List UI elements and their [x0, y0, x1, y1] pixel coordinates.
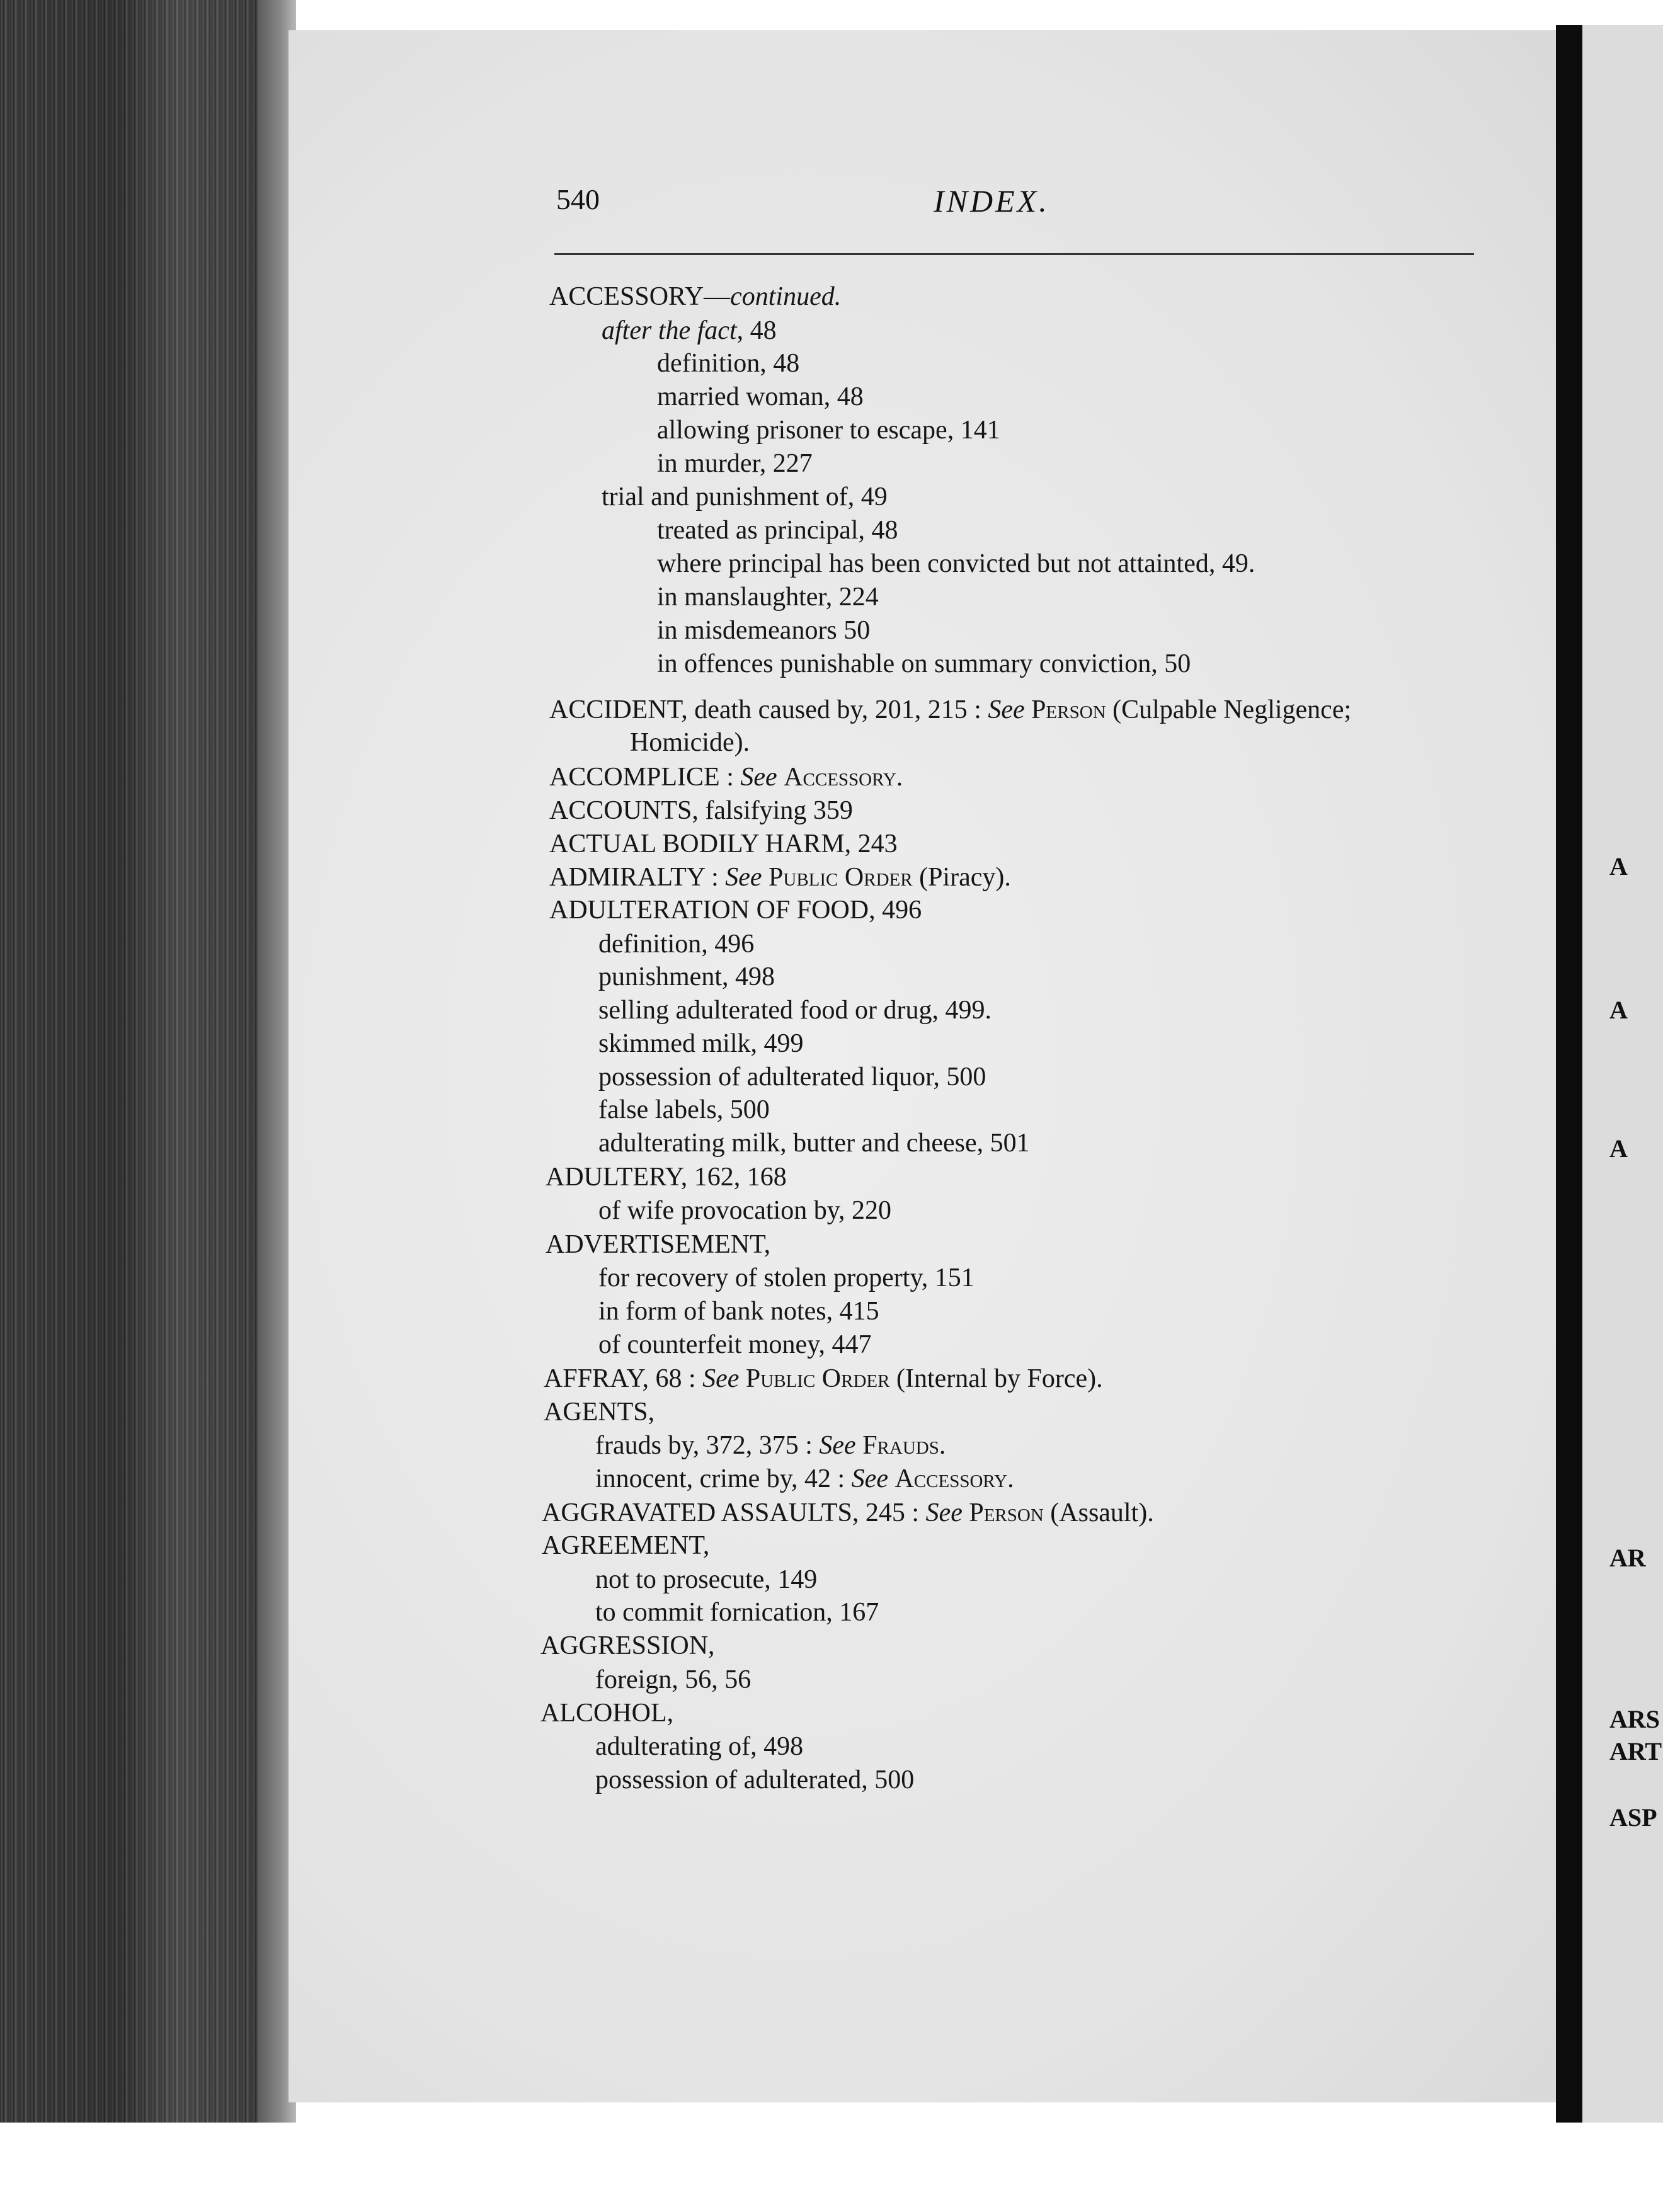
index-entry [598, 1064, 986, 1090]
entry-text: definition, 48 [657, 349, 800, 378]
running-head: INDEX. [934, 183, 1049, 219]
entry-text: frauds by, 372, 375 : [595, 1431, 820, 1460]
entry-text: AFFRAY, 68 : [544, 1364, 703, 1393]
entry-text [963, 1498, 969, 1527]
cross-reference: Person [1031, 695, 1106, 724]
entry-text: to commit fornication, 167 [595, 1598, 879, 1627]
index-entry [595, 1432, 946, 1459]
cross-reference: Accessory. [894, 1464, 1014, 1493]
entry-text: innocent, crime by, 42 : [595, 1464, 852, 1493]
entry-text: adulterating of, 498 [595, 1732, 804, 1761]
index-entry [657, 417, 1000, 443]
entry-text: in murder, 227 [657, 449, 813, 478]
index-entry [595, 1466, 1014, 1492]
italic-text: continued. [730, 282, 842, 311]
entry-text: ADULTERATION OF FOOD, 496 [549, 896, 922, 925]
index-entry [657, 450, 813, 477]
entry-text: foreign, 56, 56 [595, 1665, 751, 1694]
entry-text: AGGRAVATED ASSAULTS, 245 : [542, 1498, 926, 1527]
cross-reference: Frauds. [862, 1431, 946, 1460]
page-number: 540 [556, 183, 600, 215]
entry-text: not to prosecute, 149 [595, 1565, 818, 1594]
entry-text [1025, 695, 1032, 724]
index-entry [549, 697, 1351, 723]
index-entry [595, 1733, 803, 1760]
entry-text: of wife provocation by, 220 [598, 1196, 891, 1225]
gutter-shadow [1556, 25, 1582, 2123]
index-entry [595, 1566, 817, 1593]
entry-text: false labels, 500 [598, 1095, 770, 1124]
index-entry [657, 651, 1191, 677]
facing-page-fragment: AR [1609, 1544, 1646, 1572]
entry-text: of counterfeit money, 447 [598, 1330, 872, 1359]
entry-text: treated as principal, 48 [657, 516, 898, 545]
index-entry [549, 897, 922, 923]
entry-text: ADMIRALTY : [549, 863, 726, 892]
entry-text: AGGRESSION, [540, 1631, 715, 1660]
entry-text [739, 1364, 746, 1393]
index-entry [549, 283, 841, 310]
entry-text: ACCESSORY— [549, 282, 731, 311]
index-entry [657, 550, 1255, 577]
index-entry [657, 617, 870, 644]
index-entry [598, 1097, 770, 1123]
entry-text: definition, 496 [598, 930, 755, 959]
facing-page-fragment: A [1609, 852, 1628, 881]
entry-text: ACTUAL BODILY HARM, 243 [549, 830, 898, 858]
scan-margin [0, 2123, 1663, 2212]
entry-text: in manslaughter, 224 [657, 583, 879, 612]
entry-text: allowing prisoner to escape, 141 [657, 416, 1000, 445]
entry-text: punishment, 498 [598, 962, 775, 991]
index-entry [544, 1399, 654, 1425]
index-entry [598, 1197, 891, 1224]
entry-text: selling adulterated food or drug, 499. [598, 996, 992, 1025]
facing-page-fragment: ARS [1609, 1705, 1660, 1733]
index-entry [542, 1532, 709, 1559]
index-entry [602, 317, 777, 344]
entry-text [777, 763, 784, 792]
entry-text: , 48 [736, 316, 777, 345]
index-entry [657, 350, 799, 377]
italic-text: See [988, 695, 1025, 724]
entry-text: where principal has been convicted but not attainted, 49. [657, 549, 1255, 578]
entry-text: for recovery of stolen property, 151 [598, 1263, 974, 1292]
entry-text: AGREEMENT, [542, 1531, 710, 1560]
cross-reference: Public Order [745, 1364, 890, 1393]
index-entry [598, 1298, 879, 1325]
italic-text: See [740, 763, 777, 792]
index-entry [630, 729, 750, 756]
index-entry [546, 1164, 787, 1190]
index-entry [598, 964, 775, 990]
italic-text: See [725, 863, 762, 892]
entry-text: ADULTERY, 162, 168 [546, 1163, 787, 1192]
entry-text: adulterating milk, butter and cheese, 501 [598, 1129, 1030, 1158]
index-entry [540, 1633, 715, 1659]
cross-reference: Person [969, 1498, 1044, 1527]
italic-text: after the fact [602, 316, 737, 345]
index-entry [598, 1130, 1030, 1156]
entry-text: AGENTS, [544, 1398, 655, 1427]
index-entry [657, 584, 879, 610]
entry-text: ALCOHOL, [540, 1699, 674, 1728]
index-entry [598, 1030, 804, 1057]
index-entry [598, 997, 992, 1023]
cross-reference: Public Order [769, 863, 913, 892]
index-entry [602, 484, 888, 510]
index-entry [595, 1667, 751, 1693]
italic-text: See [925, 1498, 963, 1527]
facing-page-fragment: A [1609, 1134, 1628, 1163]
index-entry [549, 864, 1011, 891]
entry-text: ADVERTISEMENT, [546, 1230, 771, 1259]
facing-page-fragment: ASP [1609, 1803, 1657, 1832]
entry-text: in form of bank notes, 415 [598, 1297, 879, 1326]
entry-text [888, 1464, 895, 1493]
index-entry [544, 1365, 1103, 1392]
index-entry [540, 1700, 673, 1726]
entry-text: ACCIDENT, death caused by, 201, 215 : [549, 695, 988, 724]
entry-text: Homicide). [630, 728, 750, 757]
index-entry [542, 1500, 1154, 1526]
index-entry [598, 1331, 871, 1358]
index-entry [595, 1767, 914, 1793]
entry-text: skimmed milk, 499 [598, 1029, 804, 1058]
entry-text: ACCOUNTS, falsifying 359 [549, 796, 853, 825]
index-entry [549, 764, 903, 790]
entry-text: in offences punishable on summary conviction, 50 [657, 649, 1191, 678]
entry-text: (Assault). [1043, 1498, 1154, 1527]
facing-page-fragment: A [1609, 996, 1628, 1024]
entry-text: (Piracy). [912, 863, 1011, 892]
index-entry [549, 831, 898, 857]
index-entry [657, 384, 864, 410]
index-entry [549, 797, 853, 824]
entry-text: possession of adulterated, 500 [595, 1765, 915, 1794]
entry-text: (Culpable Negligence; [1106, 695, 1352, 724]
entry-text: ACCOMPLICE : [549, 763, 741, 792]
entry-text [762, 863, 769, 892]
entry-text: trial and punishment of, 49 [602, 482, 888, 511]
italic-text: See [851, 1464, 888, 1493]
entry-text: in misdemeanors 50 [657, 616, 871, 645]
index-entry [657, 517, 898, 544]
index-entry [598, 931, 754, 957]
entry-text: (Internal by Force). [889, 1364, 1103, 1393]
cross-reference: Accessory. [784, 763, 903, 792]
index-entry [546, 1231, 770, 1258]
italic-text: See [702, 1364, 740, 1393]
entry-text: married woman, 48 [657, 382, 864, 411]
facing-page-fragment: ART [1609, 1737, 1662, 1765]
header-rule [554, 253, 1474, 255]
italic-text: See [819, 1431, 856, 1460]
entry-text: possession of adulterated liquor, 500 [598, 1063, 986, 1092]
index-entry [598, 1265, 974, 1291]
index-entry [595, 1599, 879, 1626]
entry-text [856, 1431, 863, 1460]
book-edge [0, 0, 296, 2123]
